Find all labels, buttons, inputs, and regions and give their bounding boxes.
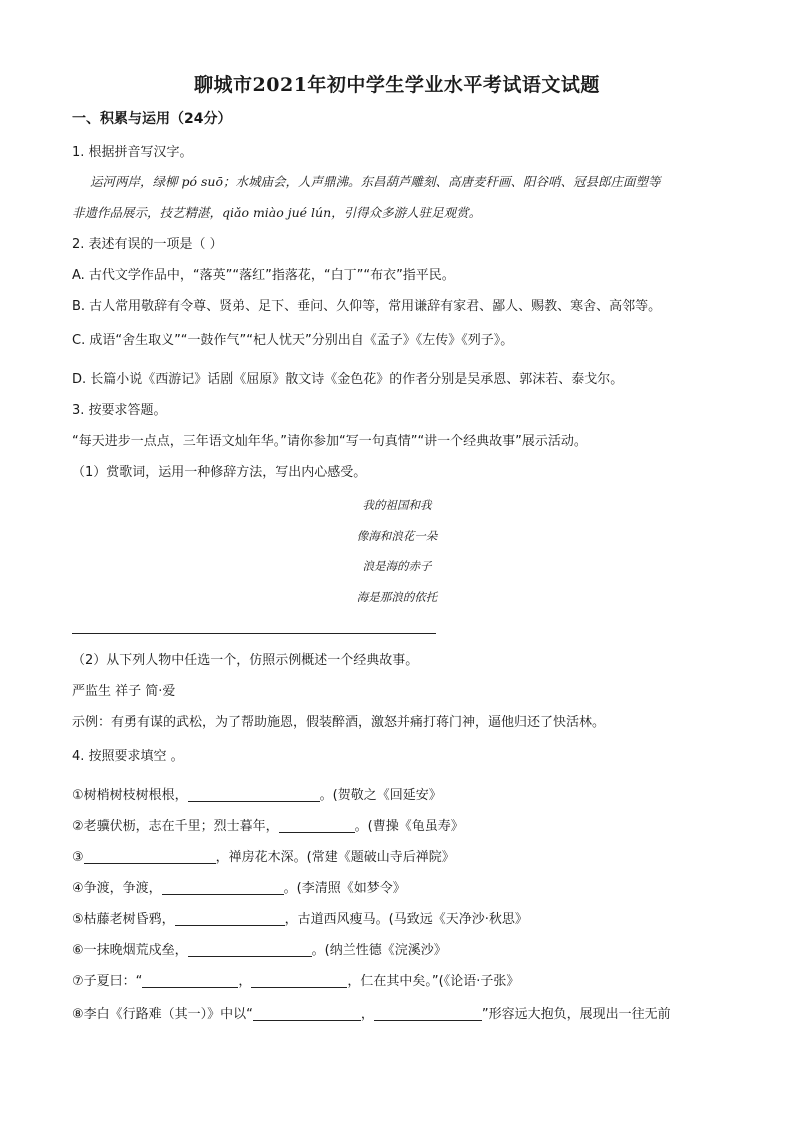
option-c: C. 成语“舍生取义”“一鼓作气”“杞人忧天”分别出自《孟子》《左传》《列子》。 <box>72 333 514 348</box>
page-title: 聊城市2021年初中学生学业水平考试语文试题 <box>194 74 600 96</box>
fill-item: ⑤枯藤老树昏鸦， ，古道西风瘦马。(马致远《天净沙·秋思》 <box>72 912 528 927</box>
blank[interactable] <box>188 942 312 957</box>
fill-item: ③ ，禅房花木深。(常建《题破山寺后禅院》 <box>72 850 455 865</box>
question-4-stem: 4. 按照要求填空 。 <box>72 749 184 764</box>
option-b: B. 古人常用敬辞有令尊、贤弟、足下、垂问、久仰等，常用谦辞有家君、鄙人、赐教、寒舍、高邻等。 <box>72 299 662 314</box>
blank[interactable] <box>162 880 284 895</box>
question-2-stem: 2. 表述有误的一项是（ ） <box>72 237 223 252</box>
poem-line: 我的祖国和我 <box>362 498 432 512</box>
blank[interactable] <box>251 973 347 988</box>
poem-line: 像海和浪花一朵 <box>356 529 438 543</box>
question-1-text-line2: 非遗作品展示，技艺精湛，qiǎo miào jué lún，引得众多游人驻足观赏。 <box>72 205 482 220</box>
poem-line: 浪是海的赤子 <box>362 559 432 573</box>
question-3-intro: “每天进步一点点，三年语文灿年华。”请你参加“写一句真情”“讲一个经典故事”展示活动。 <box>72 434 587 449</box>
question-3-stem: 3. 按要求答题。 <box>72 403 167 418</box>
fill-item: ②老骥伏枥，志在千里；烈士暮年， 。(曹操《龟虽寿》 <box>72 819 464 834</box>
fill-item: ⑦子夏曰：“ ， ，仁在其中矣。”(《论语·子张》 <box>72 974 520 989</box>
answer-line <box>72 633 436 634</box>
question-1-text-line1: 运河两岸，绿柳 pó suō；水城庙会，人声鼎沸。东昌葫芦雕刻、高唐麦秆画、阳谷哨、冠县郎庄面塑等 <box>90 174 661 189</box>
question-1-stem: 1. 根据拼音写汉字。 <box>72 145 193 160</box>
character-list: 严监生 祥子 简·爱 <box>72 684 176 699</box>
blank[interactable] <box>142 973 238 988</box>
blank[interactable] <box>253 1006 361 1021</box>
fill-item: ④争渡，争渡， 。(李清照《如梦令》 <box>72 881 406 896</box>
poem-line: 海是那浪的依托 <box>356 590 438 604</box>
blank[interactable] <box>279 818 355 833</box>
section-heading: 一、积累与运用（24分） <box>72 111 232 127</box>
blank[interactable] <box>374 1006 482 1021</box>
fill-item: ①树梢树枝树根根， 。(贺敬之《回延安》 <box>72 788 442 803</box>
question-3-sub2: （2）从下列人物中任选一个，仿照示例概述一个经典故事。 <box>72 653 419 668</box>
question-3-sub1: （1）赏歌词，运用一种修辞方法，写出内心感受。 <box>72 465 367 480</box>
option-a: A. 古代文学作品中，“落英”“落红”指落花，“白丁”“布衣”指平民。 <box>72 268 455 283</box>
blank[interactable] <box>84 849 216 864</box>
blank[interactable] <box>188 787 320 802</box>
fill-item: ⑥一抹晚烟荒戍垒， 。(纳兰性德《浣溪沙》 <box>72 943 447 958</box>
fill-item: ⑧李白《行路难（其一）》中以“ ， ”形容远大抱负，展现出一往无前 <box>72 1007 671 1022</box>
blank[interactable] <box>175 911 285 926</box>
option-d: D. 长篇小说《西游记》话剧《屈原》散文诗《金色花》的作者分别是吴承恩、郭沫若、泰戈尔。 <box>72 372 624 387</box>
example-text: 示例：有勇有谋的武松，为了帮助施恩，假装醉酒，激怒并痛打蒋门神，逼他归还了快活林。 <box>72 715 606 730</box>
